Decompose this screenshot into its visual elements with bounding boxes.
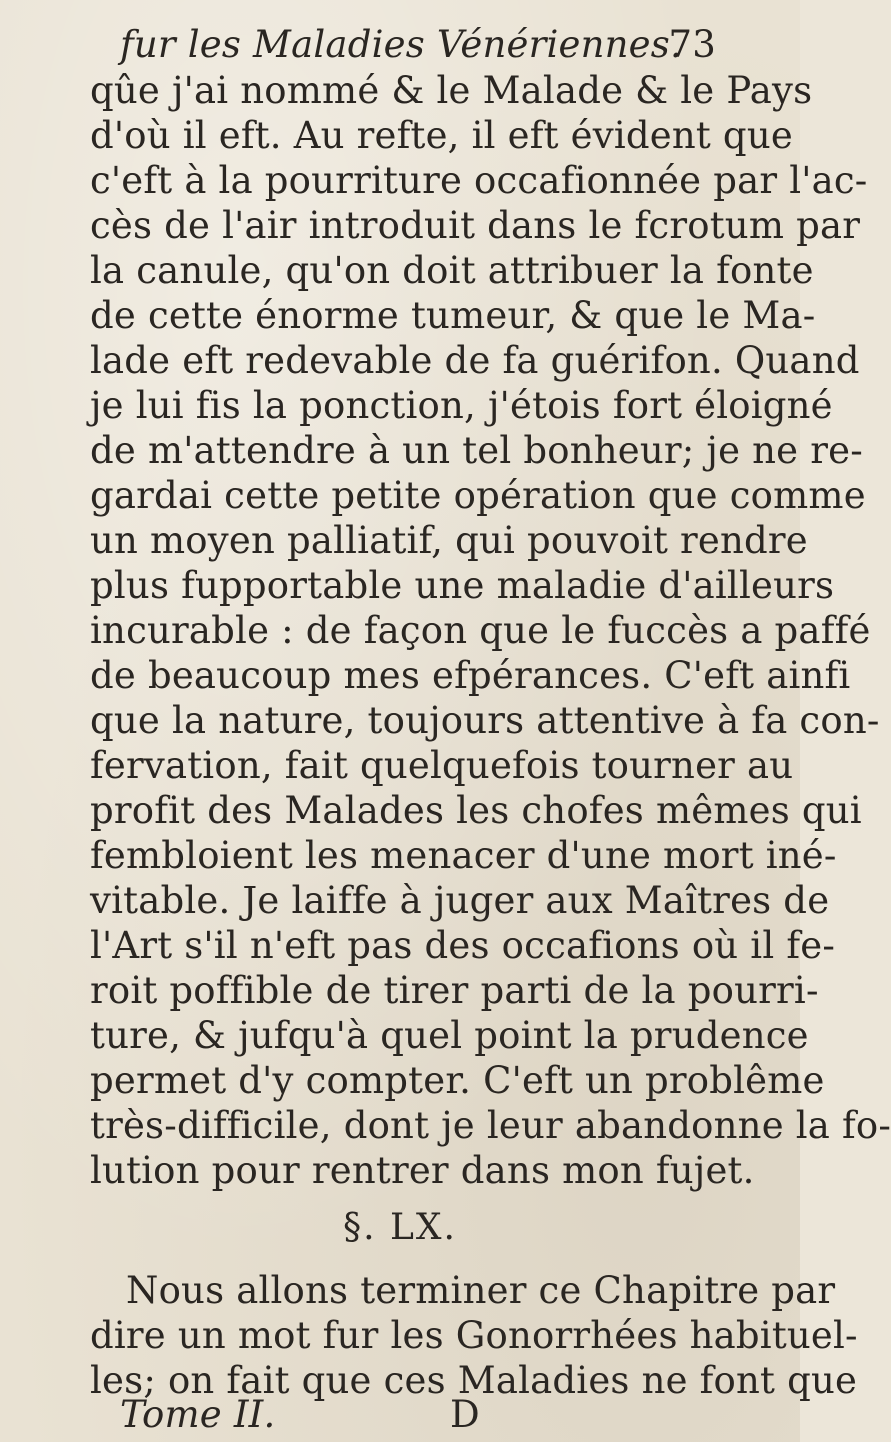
body-line-21: roit poffible de tirer parti de la pourri- bbox=[90, 969, 819, 1012]
body-line-19: vitable. Je laiffe à juger aux Maîtres de bbox=[90, 879, 830, 922]
page-number: 73 bbox=[668, 23, 716, 66]
body-line-1: qûe j'ai nommé & le Malade & le Pays bbox=[90, 69, 813, 112]
body-line-10: gardai cette petite opération que comme bbox=[90, 474, 866, 517]
section-line-3: les; on fait que ces Maladies ne font que bbox=[90, 1359, 858, 1402]
body-line-20: l'Art s'il n'eft pas des occafions où il fe- bbox=[90, 924, 836, 967]
body-line-15: que la nature, toujours attentive à fa con- bbox=[90, 699, 880, 742]
section-line-2: dire un mot fur les Gonorrhées habituel- bbox=[90, 1314, 858, 1357]
section-line-1: Nous allons terminer ce Chapitre par bbox=[126, 1269, 836, 1312]
body-line-7: lade eft redevable de fa guérifon. Quand bbox=[90, 339, 860, 382]
page-footer bbox=[120, 1392, 620, 1438]
body-line-4: cès de l'air introduit dans le fcrotum par bbox=[90, 204, 861, 247]
body-line-11: un moyen palliatif, qui pouvoit rendre bbox=[90, 519, 808, 562]
body-line-22: ture, & jufqu'à quel point la prudence bbox=[90, 1014, 809, 1057]
body-line-13: incurable : de façon que le fuccès a paffé bbox=[90, 609, 871, 652]
body-line-12: plus fupportable une maladie d'ailleurs bbox=[90, 564, 835, 607]
body-line-16: fervation, fait quelquefois tourner au bbox=[90, 744, 794, 787]
section-heading: §. LX. bbox=[343, 1207, 457, 1248]
body-line-2: d'où il eft. Au refte, il eft évident que bbox=[90, 114, 793, 157]
body-line-17: profit des Malades les chofes mêmes qui bbox=[90, 789, 862, 832]
body-line-6: de cette énorme tumeur, & que le Ma- bbox=[90, 294, 816, 337]
body-line-25: lution pour rentrer dans mon fujet. bbox=[90, 1149, 755, 1192]
signature-mark: D bbox=[450, 1393, 480, 1436]
body-line-8: je lui fis la ponction, j'étois fort éloigné bbox=[90, 384, 833, 427]
body-line-9: de m'attendre à un tel bonheur; je ne re- bbox=[90, 429, 863, 472]
body-line-24: très-difficile, dont je leur abandonne la fo- bbox=[90, 1104, 891, 1147]
running-header bbox=[120, 22, 716, 68]
running-title: fur les Maladies Vénériennes. bbox=[120, 23, 682, 66]
body-line-23: permet d'y compter. C'eft un problême bbox=[90, 1059, 825, 1102]
body-line-14: de beaucoup mes efpérances. C'eft ainfi bbox=[90, 654, 851, 697]
body-line-5: la canule, qu'on doit attribuer la fonte bbox=[90, 249, 814, 292]
body-line-18: fembloient les menacer d'une mort iné- bbox=[90, 834, 837, 877]
body-line-3: c'eft à la pourriture occafionnée par l'ac- bbox=[90, 159, 868, 202]
volume-label: Tome II. bbox=[120, 1393, 276, 1436]
